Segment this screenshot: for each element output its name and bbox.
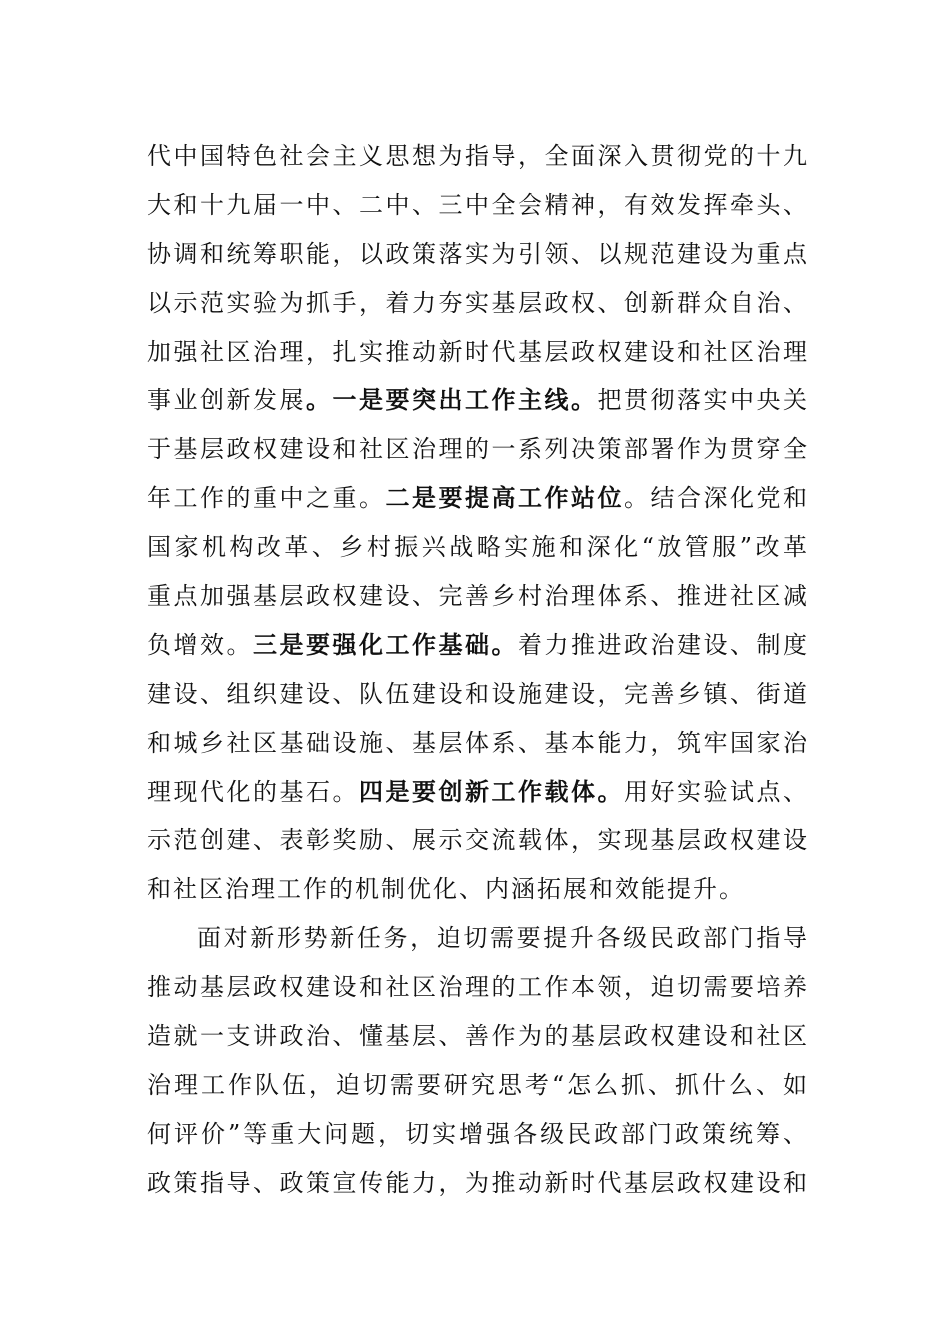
text-line xyxy=(147,425,807,474)
text-run: 国家机构改革、乡村振兴战略实施和深化“放管服”改革 xyxy=(147,533,807,562)
text-run: 理现代化的基石。 xyxy=(147,777,359,806)
text-line xyxy=(147,1012,807,1061)
text-run: 重点加强基层政权建设、完善乡村治理体系、推进社区减 xyxy=(147,582,807,611)
bold-heading-one: 。一是要突出工作主线。 xyxy=(306,386,598,415)
text-line xyxy=(147,376,807,425)
text-run: 造就一支讲政治、懂基层、善作为的基层政权建设和社区 xyxy=(147,1022,807,1051)
text-line xyxy=(147,719,807,768)
text-line xyxy=(147,816,807,865)
text-line xyxy=(147,963,807,1012)
text-run: 用好实验试点、 xyxy=(624,777,807,806)
bold-heading-four: 四是要创新工作载体。 xyxy=(359,777,624,806)
text-run: 协调和统筹职能，以政策落实为引领、以规范建设为重点 xyxy=(147,239,807,268)
text-run: 代中国特色社会主义思想为指导，全面深入贯彻党的十九 xyxy=(147,142,807,170)
text-line xyxy=(147,1061,807,1110)
text-line xyxy=(147,279,807,328)
text-line xyxy=(147,230,807,279)
text-run: 何评价”等重大问题，切实增强各级民政部门政策统筹、 xyxy=(147,1119,807,1148)
text-run: 。结合深化党和 xyxy=(624,484,807,513)
text-line xyxy=(147,865,807,914)
text-line xyxy=(147,572,807,621)
text-run: 推动基层政权建设和社区治理的工作本领，迫切需要培养 xyxy=(147,973,807,1002)
text-line xyxy=(147,181,807,230)
text-run: 和社区治理工作的机制优化、内涵拓展和效能提升。 xyxy=(147,875,745,904)
text-line xyxy=(147,474,807,523)
text-run: 示范创建、表彰奖励、展示交流载体，实现基层政权建设 xyxy=(147,826,807,855)
text-run: 负增效。 xyxy=(147,630,253,659)
text-line xyxy=(147,670,807,719)
text-line xyxy=(147,768,807,817)
text-run: 大和十九届一中、二中、三中全会精神，有效发挥牵头、 xyxy=(147,190,807,219)
text-run: 面对新形势新任务，迫切需要提升各级民政部门指导 xyxy=(197,924,807,953)
text-run: 事业创新发展 xyxy=(147,386,306,415)
text-run: 年工作的重中之重。 xyxy=(147,484,386,513)
text-line xyxy=(147,621,807,670)
text-run: 治理工作队伍，迫切需要研究思考“怎么抓、抓什么、如 xyxy=(147,1070,807,1099)
bold-heading-three: 三是要强化工作基础。 xyxy=(253,630,518,659)
text-run: 于基层政权建设和社区治理的一系列决策部署作为贯穿全 xyxy=(147,435,807,464)
text-line xyxy=(147,132,807,181)
text-run: 建设、组织建设、队伍建设和设施建设，完善乡镇、街道 xyxy=(147,679,807,708)
text-line xyxy=(147,1110,807,1159)
text-line xyxy=(147,523,807,572)
bold-heading-two: 二是要提高工作站位 xyxy=(385,484,624,513)
text-run: 把贯彻落实中央关 xyxy=(597,386,807,415)
text-run: 加强社区治理，扎实推动新时代基层政权建设和社区治理 xyxy=(147,337,807,366)
text-run: 着力推进政治建设、制度 xyxy=(518,630,807,659)
text-line xyxy=(147,1159,807,1208)
text-run: 政策指导、政策宣传能力，为推动新时代基层政权建设和 xyxy=(147,1168,807,1197)
text-line xyxy=(147,914,807,963)
document-body xyxy=(147,132,807,1208)
text-run: 以示范实验为抓手，着力夯实基层政权、创新群众自治、 xyxy=(147,288,807,317)
text-run: 和城乡社区基础设施、基层体系、基本能力，筑牢国家治 xyxy=(147,728,807,757)
text-line xyxy=(147,328,807,377)
